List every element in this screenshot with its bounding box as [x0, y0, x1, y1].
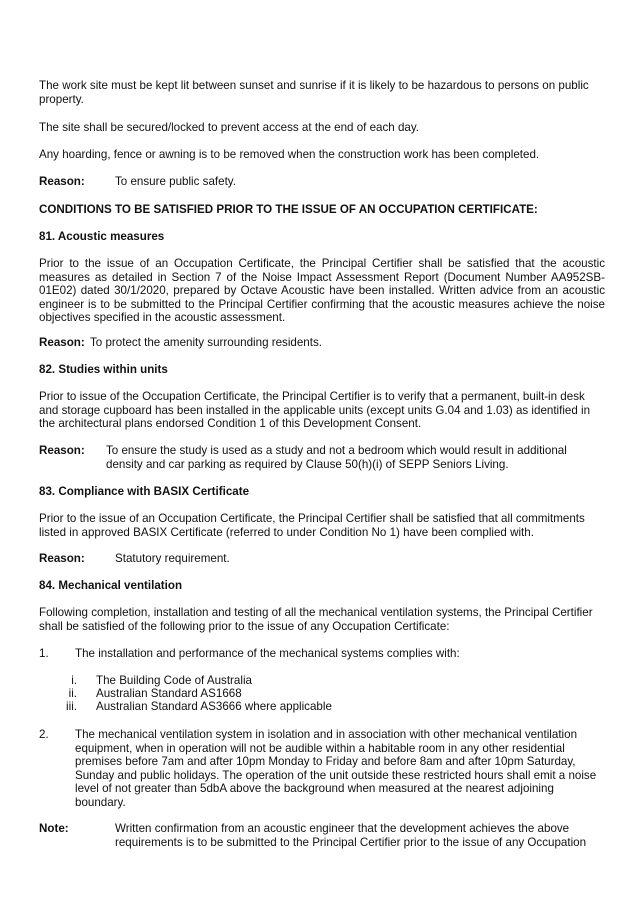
condition-83-reason-text: Statutory requirement. — [115, 552, 230, 565]
list-item-text: The mechanical ventilation system in isolation and in association with other mechanical ventilation equipment, when in operation will not be audible within a habitable room in any other residential premises before 7am and after 10pm Monday to Friday and before 8am and after 10pm Saturday, Sunday and public holidays. The operation of the unit outside these restricted hours shall emit a noise level of not greater than 5dbA above the background when measured at the nearest adjoining boundary. — [75, 728, 597, 809]
condition-81-heading: 81. Acoustic measures — [39, 230, 165, 243]
sub-item-number: iii. — [66, 700, 77, 713]
condition-82-heading: 82. Studies within units — [39, 363, 168, 376]
condition-84-heading: 84. Mechanical ventilation — [39, 579, 183, 592]
condition-83-reason-label: Reason: — [39, 552, 85, 565]
condition-82-body: Prior to issue of the Occupation Certificate, the Principal Certifier is to verify that a permanent, built-in desk and storage cupboard has been installed in the applicable units (except units G.04 and 1.03) as identified in the architectural plans endorsed Condition 1 of this Development Consent. — [39, 390, 591, 431]
condition-81-body: Prior to the issue of an Occupation Certificate, the Principal Certifier shall be satisfied that the acoustic measures as detailed in Section 7 of the Noise Impact Assessment Report (Document Number AA952SB-01E02) dated 30/1/2020, prepared by Octave Acoustic have been installed. Written advice from an acoustic engineer is to be submitted to the Principal Certifier confirming that the acoustic measures achieve the noise objectives specified in the acoustic assessment. — [39, 257, 605, 325]
reason-text: To ensure public safety. — [115, 175, 236, 188]
list-item-text: The installation and performance of the mechanical systems complies with: — [75, 647, 460, 660]
sub-item-text: Australian Standard AS3666 where applicable — [96, 700, 332, 713]
section-heading: CONDITIONS TO BE SATISFIED PRIOR TO THE ISSUE OF AN OCCUPATION CERTIFICATE: — [39, 203, 538, 216]
sub-item-text: The Building Code of Australia — [96, 674, 252, 687]
condition-81-reason-text: To protect the amenity surrounding residents. — [90, 336, 322, 349]
paragraph-work-site-lighting: The work site must be kept lit between sunset and sunrise if it is likely to be hazardous to persons on public property. — [39, 79, 589, 106]
note-text: Written confirmation from an acoustic engineer that the development achieves the above requirements is to be submitted to the Principal Certifier prior to the issue of any Occupation — [115, 822, 587, 849]
paragraph-hoarding-removed: Any hoarding, fence or awning is to be removed when the construction work has been completed. — [39, 148, 540, 161]
condition-82-reason-text: To ensure the study is used as a study and not a bedroom which would result in additional density and car parking as required by Clause 50(h)(i) of SEPP Seniors Living. — [106, 444, 567, 471]
condition-82-reason-label: Reason: — [39, 444, 85, 457]
sub-item-text: Australian Standard AS1668 — [96, 687, 242, 700]
sub-item-number: i. — [71, 674, 77, 687]
condition-81-reason-label: Reason: — [39, 336, 85, 349]
condition-83-heading: 83. Compliance with BASIX Certificate — [39, 485, 250, 498]
condition-83-body: Prior to the issue of an Occupation Certificate, the Principal Certifier shall be satisfied that all commitments listed in approved BASIX Certificate (referred to under Condition No 1) have been complied with. — [39, 512, 585, 539]
list-item-number: 2. — [39, 728, 49, 741]
condition-84-body: Following completion, installation and testing of all the mechanical ventilation systems, the Principal Certifier shall be satisfied of the following prior to the issue of any Occupation Certificate: — [39, 606, 593, 633]
note-label: Note: — [39, 822, 69, 835]
list-item-number: 1. — [39, 647, 49, 660]
reason-label: Reason: — [39, 175, 85, 188]
sub-item-number: ii. — [68, 687, 77, 700]
paragraph-site-secured: The site shall be secured/locked to prevent access at the end of each day. — [39, 121, 420, 134]
